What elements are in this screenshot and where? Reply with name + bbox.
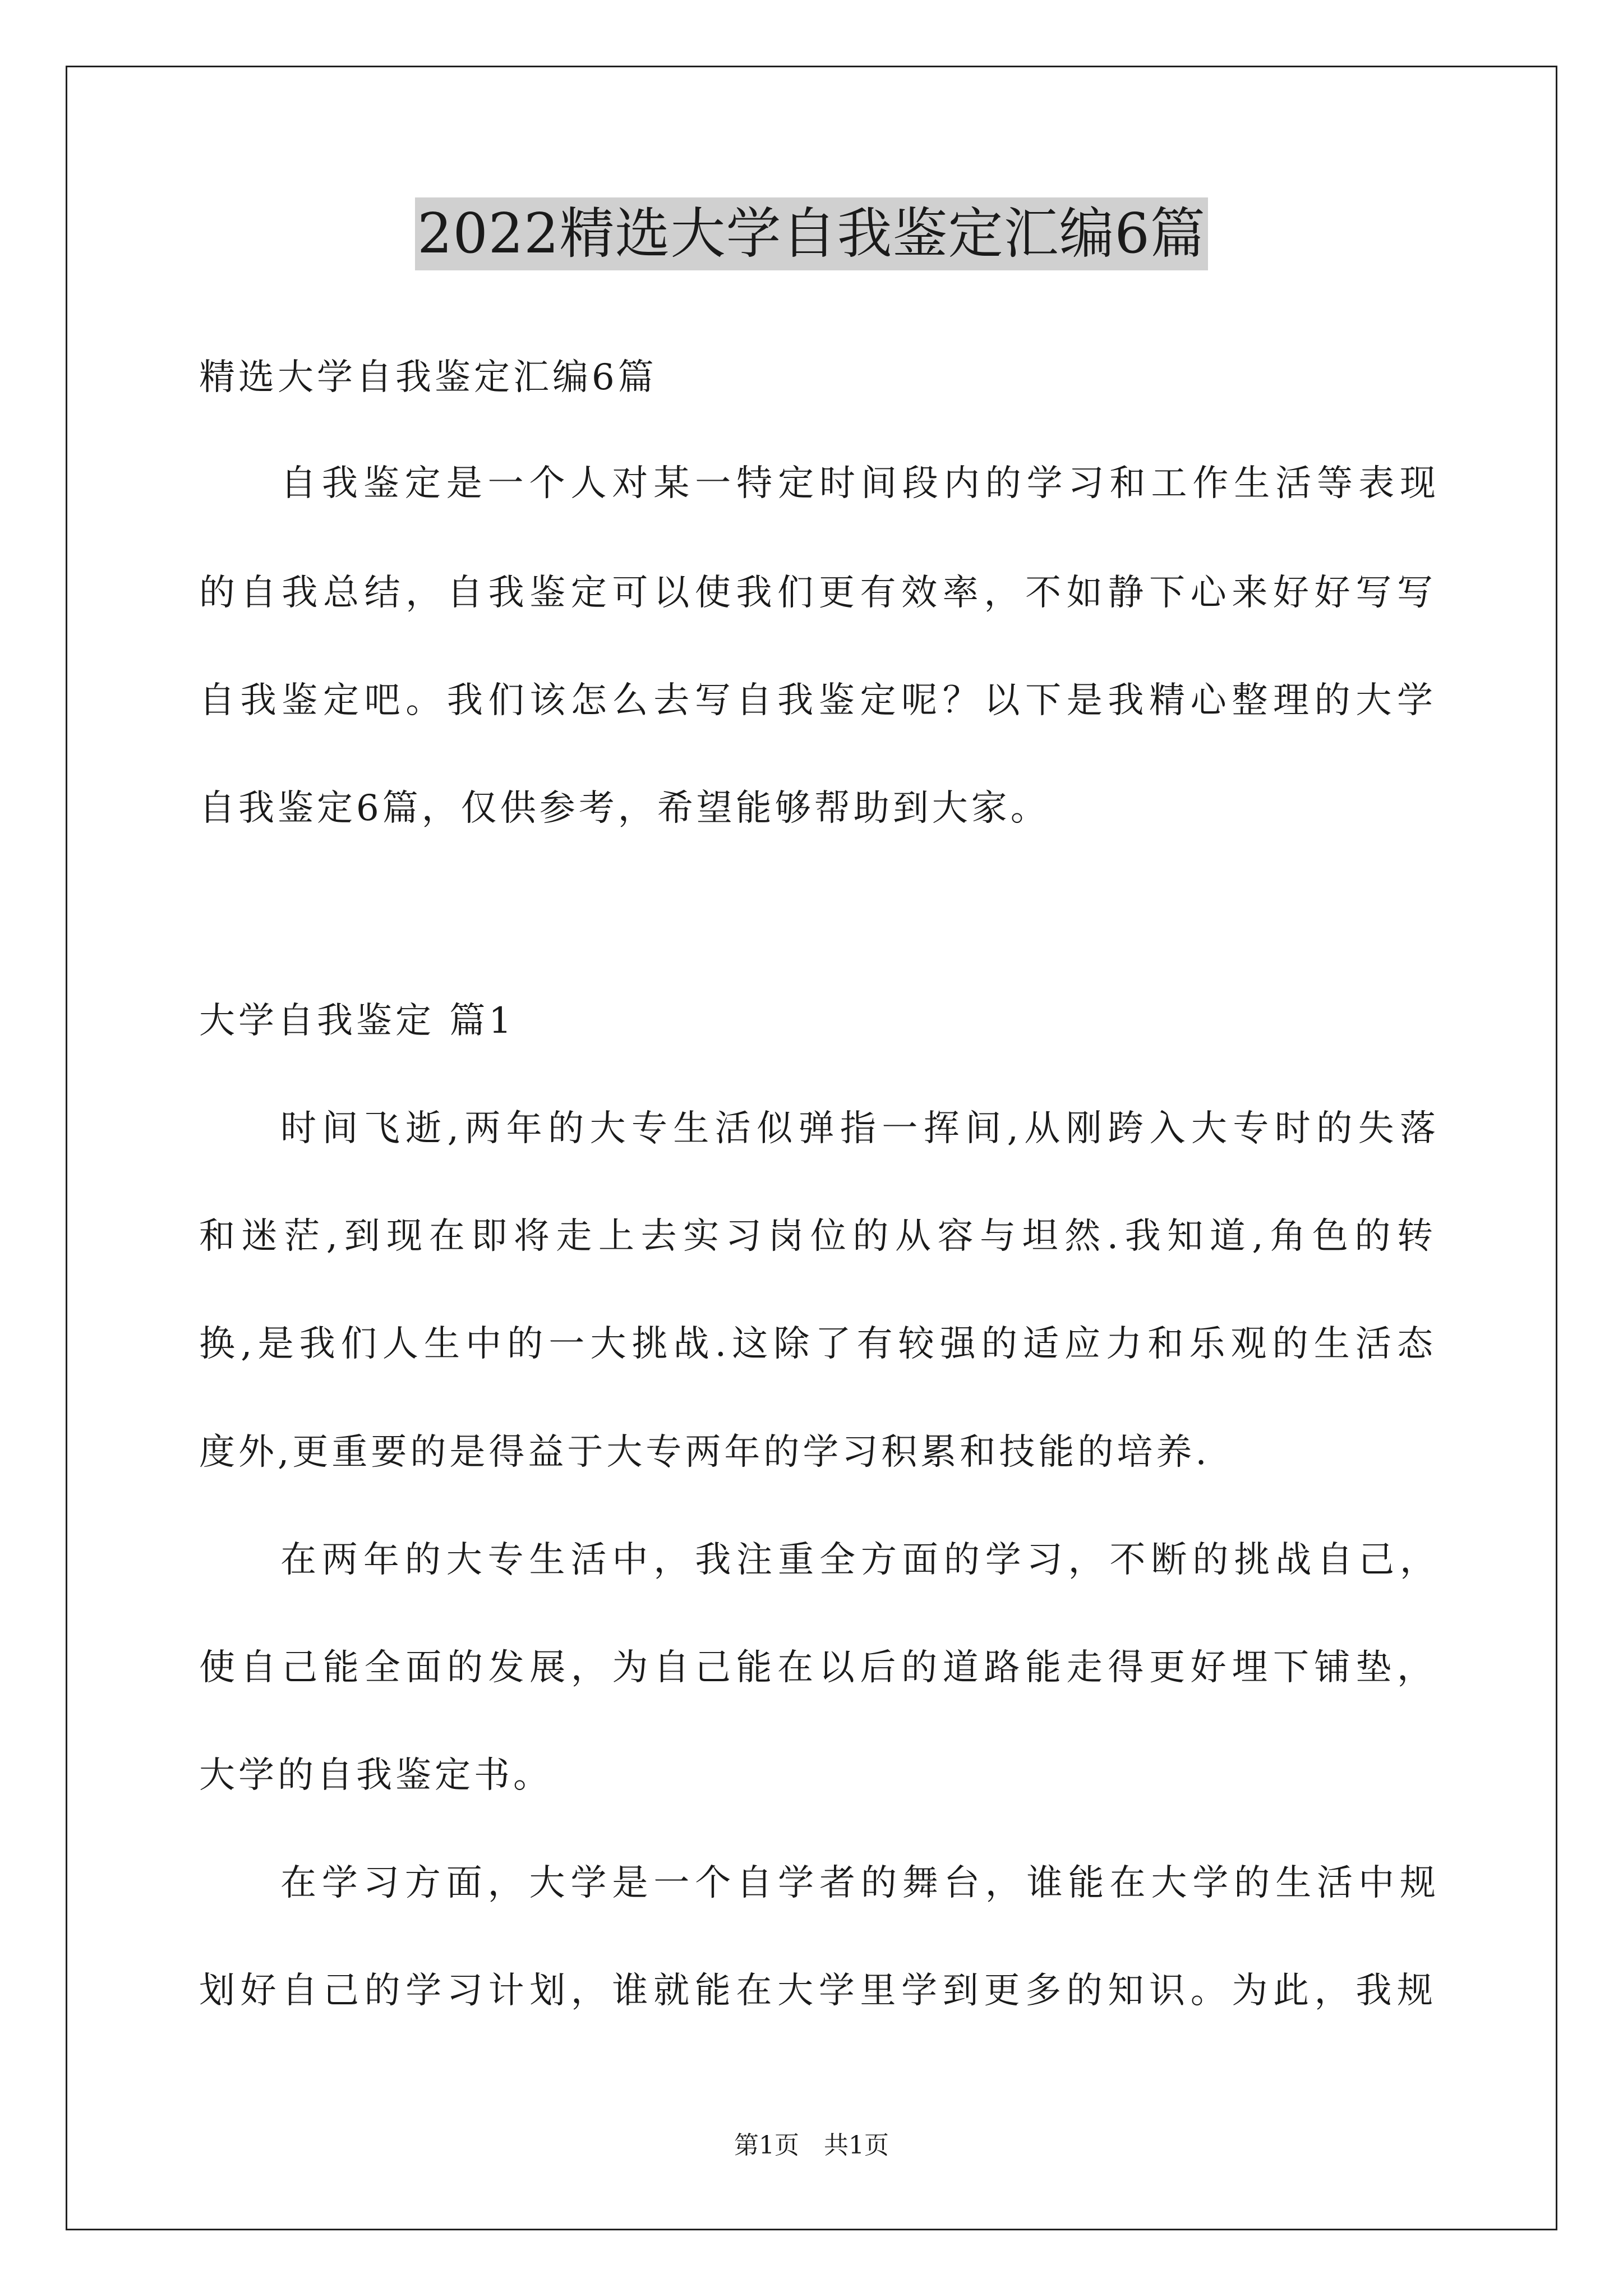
intro-line-3: 自我鉴定吧。我们该怎么去写自我鉴定呢？以下是我精心整理的大学 — [199, 680, 1433, 721]
page-number: 第1页 — [734, 2131, 799, 2160]
para2-line-3: 大学的自我鉴定书。 — [199, 1755, 552, 1796]
para3-line-2: 划好自己的学习计划，谁就能在大学里学到更多的知识。为此，我规 — [199, 1970, 1433, 2012]
para2-line-2: 使自己能全面的发展，为自己能在以后的道路能走得更好埋下铺垫， — [199, 1647, 1433, 1688]
document-subtitle: 精选大学自我鉴定汇编6篇 — [199, 357, 657, 398]
intro-line-1: 自我鉴定是一个人对某一特定时间段内的学习和工作生活等表现 — [280, 463, 1436, 504]
para2-line-1: 在两年的大专生活中，我注重全方面的学习，不断的挑战自己， — [280, 1539, 1436, 1581]
page-total: 共1页 — [824, 2131, 889, 2160]
document-title: 2022精选大学自我鉴定汇编6篇 — [415, 197, 1208, 270]
intro-line-2: 的自我总结，自我鉴定可以使我们更有效率，不如静下心来好好写写 — [199, 572, 1433, 614]
para1-line-4: 度外,更重要的是得益于大专两年的学习积累和技能的培养. — [199, 1432, 1210, 1473]
para3-line-1: 在学习方面，大学是一个自学者的舞台，谁能在大学的生活中规 — [280, 1862, 1436, 1904]
section-heading: 大学自我鉴定 篇1 — [199, 1000, 515, 1042]
para1-line-2: 和迷茫,到现在即将走上去实习岗位的从容与坦然.我知道,角色的转 — [199, 1216, 1433, 1257]
intro-line-4: 自我鉴定6篇，仅供参考，希望能够帮助到大家。 — [199, 788, 1050, 829]
title-container — [0, 197, 1623, 270]
page-footer — [0, 2129, 1623, 2162]
para1-line-3: 换,是我们人生中的一大挑战.这除了有较强的适应力和乐观的生活态 — [199, 1323, 1433, 1365]
para1-line-1: 时间飞逝,两年的大专生活似弹指一挥间,从刚跨入大专时的失落 — [280, 1108, 1436, 1149]
